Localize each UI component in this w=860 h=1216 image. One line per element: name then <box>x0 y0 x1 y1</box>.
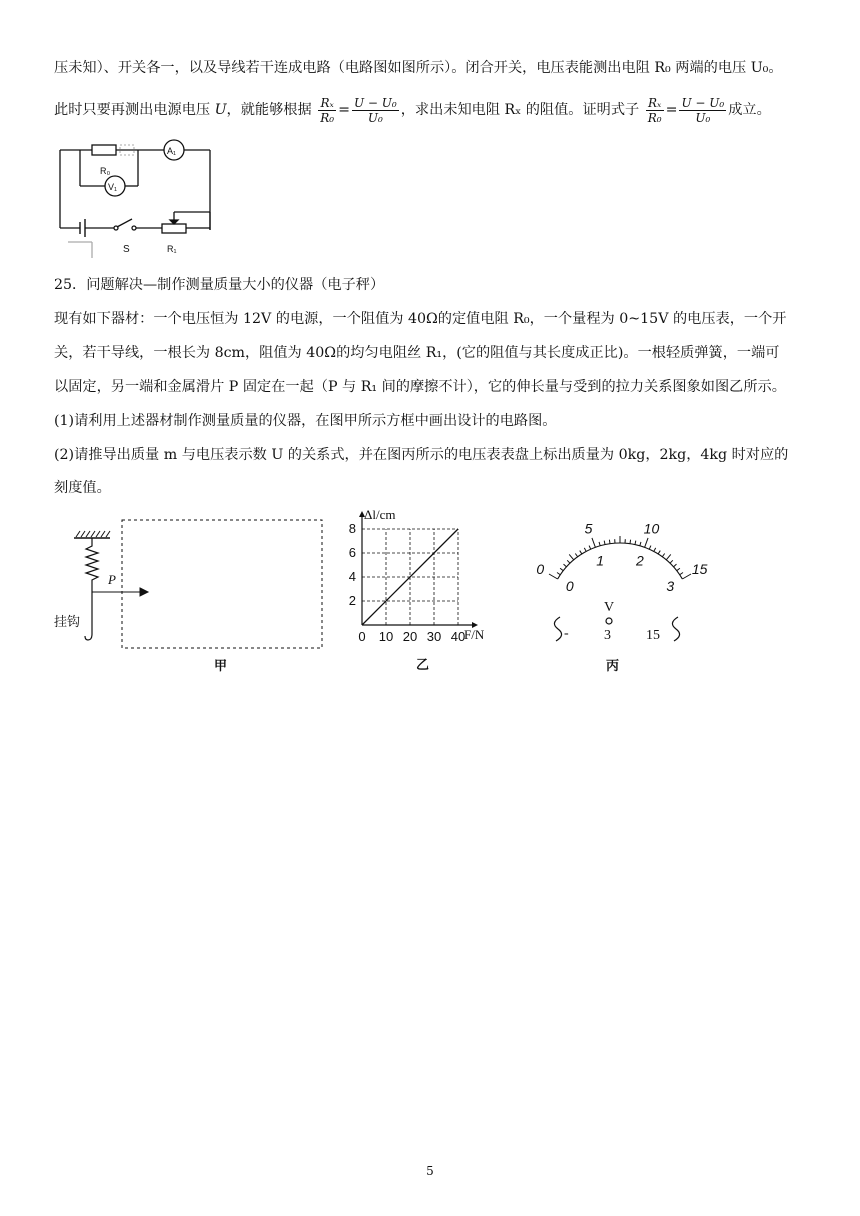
figure-yi-chart <box>340 505 510 675</box>
spring-icon <box>86 538 98 634</box>
dial-tick <box>666 554 670 559</box>
dial-tick <box>549 574 558 579</box>
question-25-part-1: (1)请利用上述器材制作测量质量的仪器，在图甲所示方框中画出设计的电路图。 <box>54 413 557 429</box>
equals-sign: = <box>338 102 350 118</box>
y-tick-label: 2 <box>348 593 356 608</box>
dial-tick <box>630 540 631 544</box>
question-25-part-2b: 刻度值。 <box>54 480 111 496</box>
dial-lower-label: 1 <box>596 552 605 569</box>
dial-tick <box>662 554 664 557</box>
terminal-3: 3 <box>604 628 611 643</box>
dial-tick <box>654 548 656 552</box>
terminal-15: 15 <box>646 628 660 643</box>
x-tick-label: 40 <box>450 629 466 644</box>
figure-jia <box>50 510 330 675</box>
question-25-body-2: 关，若干导线，一根长为 8cm，阻值为 40Ω的均匀电阻丝 R₁，(它的阻值与其长度成正比)。一根轻质弹簧，一端可 <box>54 345 780 361</box>
circuit-diagram <box>50 136 220 262</box>
dial-upper-label: 5 <box>584 520 593 537</box>
dial-tick <box>580 551 582 554</box>
rheostat-r1 <box>162 224 186 233</box>
dial-tick <box>564 564 567 567</box>
dial-tick <box>557 573 560 575</box>
chart-ylabel: Δl/cm <box>364 507 396 522</box>
question-25-body-1: 现有如下器材：一个电压恒为 12V 的电源，一个阻值为 40Ω的定值电阻 R₀，一个量程为 0~15V 的电压表，一个开 <box>54 311 787 327</box>
dial-tick <box>560 568 563 570</box>
dial-tick <box>604 541 605 545</box>
dial-lower-label: 0 <box>565 578 574 594</box>
dial-tick <box>677 568 680 570</box>
voltmeter-label: V₁ <box>108 182 118 192</box>
dial-tick <box>640 542 641 546</box>
ammeter-label: A₁ <box>167 146 177 156</box>
text-segment: 成立。 <box>728 102 771 118</box>
dial-tick <box>635 541 636 545</box>
switch-label: S <box>123 244 130 255</box>
dial-tick <box>649 546 651 550</box>
fraction-rx-r0-repeat: $\frac{\text{Rₓ}}{\text{R₀}}$ <box>647 95 662 125</box>
voltage-symbol: U <box>214 102 227 118</box>
fraction-rx-r0: $\frac{\text{Rₓ}}{\text{R₀}}$ <box>320 95 335 125</box>
question-25-body-3: 以固定，另一端和金属滑片 P 固定在一起（P 与 R₁ 间的摩擦不计），它的伸长量与受到的拉力关系图象如图乙所示。 <box>54 379 786 395</box>
dial-lower-label: 2 <box>635 552 644 569</box>
dial-tick <box>575 554 577 557</box>
y-tick-label: 6 <box>348 545 356 560</box>
x-tick-label: 30 <box>426 629 442 644</box>
dashed-design-box <box>122 520 322 648</box>
caption-jia: 甲 <box>214 658 228 673</box>
fraction-voltage: $\frac{\text{U − U₀}}{\text{U₀}}$ <box>353 95 397 125</box>
dial-tick <box>567 560 570 563</box>
y-tick-label: 8 <box>348 521 356 536</box>
text-segment: ，就能够根据 <box>226 102 312 118</box>
terminal-minus: - <box>564 626 569 641</box>
page-number: 5 <box>426 1164 434 1178</box>
dial-upper-label: 0 <box>536 561 545 577</box>
dial-upper-scale <box>536 521 707 577</box>
r0-label: R₀ <box>100 166 111 176</box>
fraction-voltage-repeat: $\frac{\text{U − U₀}}{\text{U₀}}$ <box>681 95 725 125</box>
hook-label: 挂钩 <box>54 614 81 629</box>
text-segment: ，求出未知电阻 Rₓ 的阻值。证明式子 <box>400 102 640 118</box>
x-tick-label: 0 <box>358 629 366 644</box>
p-label: P <box>108 572 116 587</box>
paragraph-line-1: 压未知）、开关各一，以及导线若干连成电路（电路图如图所示）。闭合开关，电压表能测出电阻 R₀ 两端的电压 U₀。 <box>54 60 783 76</box>
dial-arc <box>558 543 683 579</box>
dial-tick <box>589 546 591 550</box>
dial-unit: V <box>604 600 615 615</box>
figure-bing-voltmeter-dial <box>520 515 720 675</box>
dial-tick <box>599 542 600 546</box>
caption-yi: 乙 <box>416 657 430 672</box>
y-tick-label: 4 <box>348 569 356 584</box>
dial-upper-label: 10 <box>643 520 660 537</box>
equals-sign: = <box>665 102 678 118</box>
x-tick-label: 10 <box>378 629 394 644</box>
chart-xlabel: F/N <box>464 627 485 642</box>
dial-tick <box>645 538 648 547</box>
rheostat-label: R₁ <box>167 244 177 254</box>
dial-tick <box>674 564 677 567</box>
dial-tick <box>609 540 610 544</box>
question-25-title: 25．问题解决—制作测量质量大小的仪器（电子秤） <box>54 277 385 293</box>
caption-bing: 丙 <box>606 658 620 673</box>
text-segment: 此时只要再测出电源电压 <box>54 102 215 118</box>
dial-tick <box>682 574 691 579</box>
dial-lower-scale <box>566 552 674 594</box>
dial-tick <box>569 554 573 559</box>
resistor-r0 <box>92 145 116 155</box>
switch-lever <box>117 219 132 227</box>
question-25-part-2a: (2)请推导出质量 m 与电压表示数 U 的关系式，并在图丙所示的电压表表盘上标出质量为 0kg，2kg，4kg 时对应的 <box>54 447 789 463</box>
terminal-3-icon <box>606 618 612 624</box>
dial-upper-label: 15 <box>691 561 708 577</box>
dial-lower-label: 3 <box>666 578 675 594</box>
dial-tick <box>592 538 595 547</box>
dial-ticks <box>549 536 691 579</box>
dial-tick <box>670 560 673 563</box>
terminal-minus-wire-icon <box>554 617 561 641</box>
dial-tick <box>658 551 660 554</box>
x-tick-label: 20 <box>402 629 418 644</box>
dial-tick <box>680 573 683 575</box>
dial-tick <box>584 548 586 552</box>
terminal-15-wire-icon <box>672 617 679 641</box>
paragraph-line-2 <box>54 92 771 128</box>
